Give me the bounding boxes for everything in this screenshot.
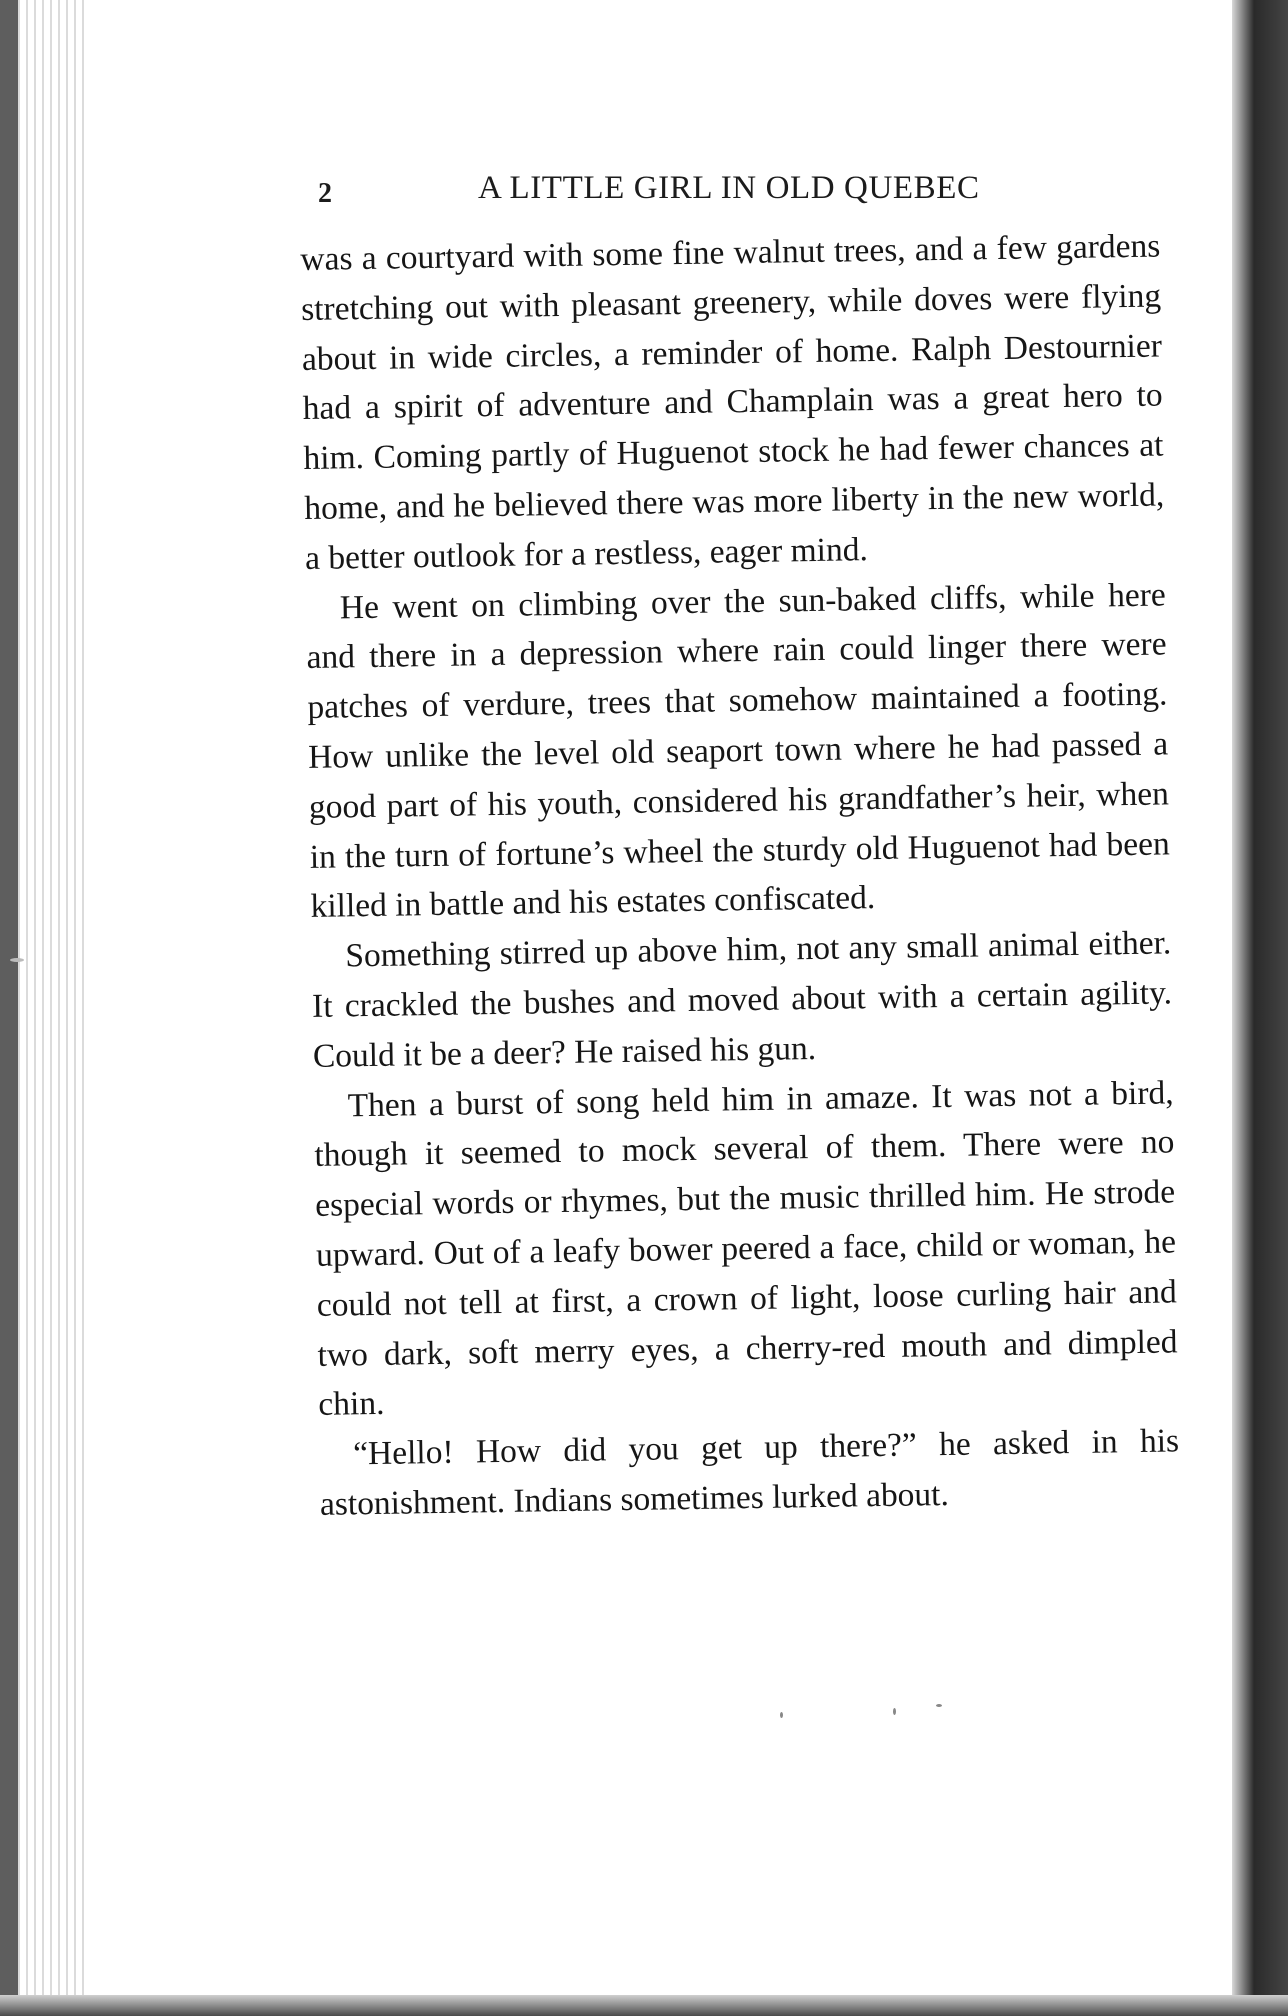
paragraph: was a courtyard with some fine walnut trees, and a few gardens stretching out with pleasant greenery, while doves were flying about in wide circles, a reminder of home. Ralph Destournier had a spirit of adventure and Champlain was a great hero to him. Coming partly of Huguenot stock he had fewer chances at home, and he believed there was more liberty in the new world, a better outlook for a restless, eager mind. — [300, 227, 1165, 577]
scan-speck — [893, 1708, 896, 1715]
scan-speck — [780, 1712, 783, 1718]
page-number: 2 — [318, 178, 332, 209]
binding-shadow — [1232, 0, 1288, 2016]
scan-speck — [10, 958, 24, 962]
running-title: A LITTLE GIRL IN OLD QUEBEC — [478, 170, 980, 206]
page-header — [318, 170, 1158, 230]
body-text — [300, 221, 1180, 1529]
paragraph: “Hello! How did you get up there?” he asked in his astonishment. Indians sometimes lurked about. — [319, 1422, 1180, 1523]
scan-speck — [936, 1704, 942, 1707]
paragraph: He went on climbing over the sun-baked cliffs, while here and there in a depression where rain could linger there were patches of verdure, trees that somehow maintained a footing. How unlike the level old seaport town where he had passed a good part of his youth, considered his grandfather’s heir, when in the turn of fortune’s wheel the sturdy old Huguenot had been killed in battle and his estates confiscated. — [306, 576, 1170, 926]
paragraph: Something stirred up above him, not any small animal either. It crackled the bushes and moved about with a certain agility. Could it be a deer? He raised his gun. — [311, 924, 1173, 1075]
page-stack-edges — [18, 0, 86, 2010]
paragraph: Then a burst of song held him in amaze. It was not a bird, though it seemed to mock several of them. There were no especial words or rhymes, but the music thrilled him. He strode upward. Out of a leafy bower peered a face, child or woman, he could not tell at first, a crown of light, loose curling hair and two dark, soft merry eyes, a cherry-red mouth and dimpled chin. — [314, 1073, 1178, 1424]
bottom-shadow — [0, 1995, 1288, 2016]
